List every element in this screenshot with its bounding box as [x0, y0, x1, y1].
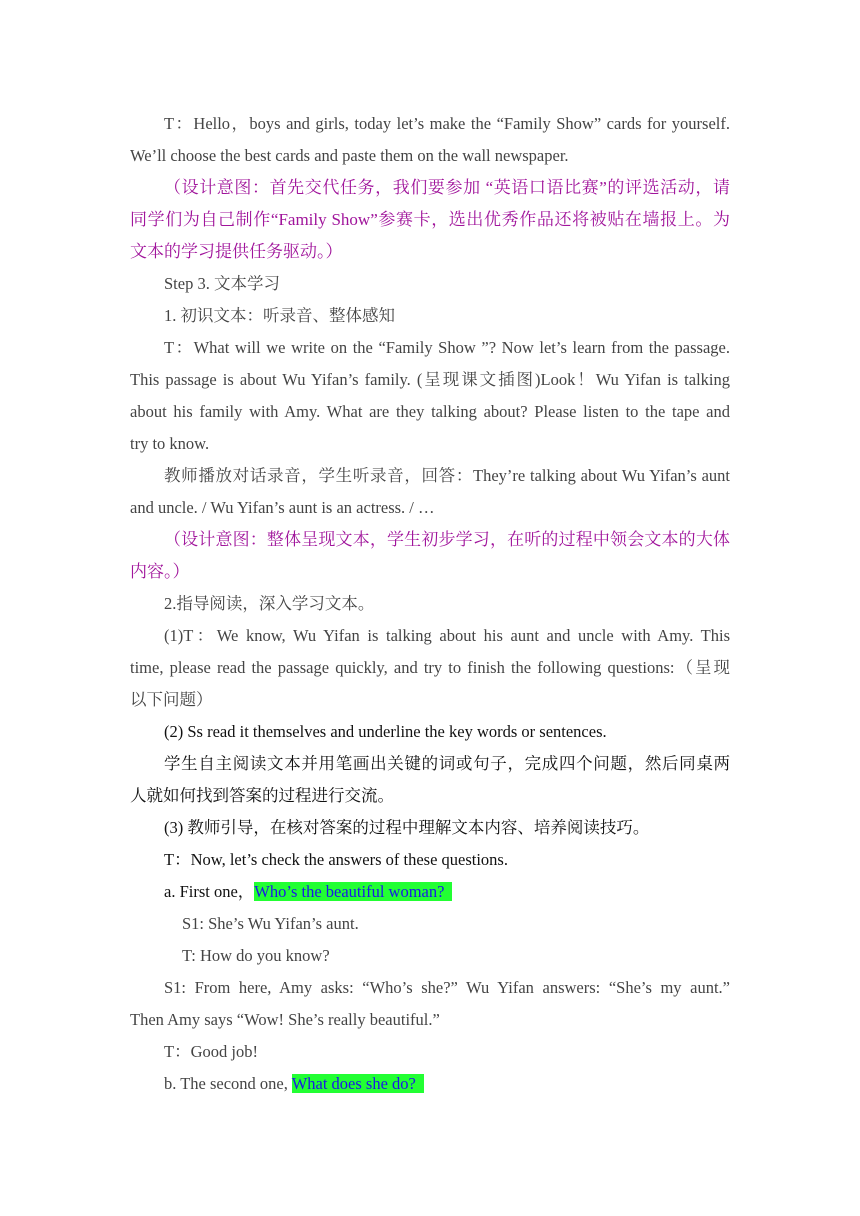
paragraph-line: S1: From here, Amy asks: “Who’s she?” Wu Yifan answers: “She’s my aunt.”	[164, 978, 730, 997]
paragraph-line: T：Hello，boys and girls, today let’s make the “Family Show” cards for yourself.	[164, 114, 730, 133]
question-b-line	[164, 1073, 730, 1095]
paragraph-line: This passage is about Wu Yifan’s family. (呈现课文插图)Look！Wu Yifan is talking	[130, 370, 730, 389]
subsection-heading: 1. 初识文本：听录音、整体感知	[164, 306, 395, 325]
paragraph-line: 以下问题）	[130, 690, 213, 709]
paragraph-line: T：Now, let’s check the answers of these questions.	[164, 850, 508, 869]
dialogue-line: T: How do you know?	[182, 946, 330, 965]
paragraph-line: We’ll choose the best cards and paste them on the wall newspaper.	[130, 146, 569, 165]
paragraph-line: Then Amy says “Wow! She’s really beautiful.”	[130, 1010, 440, 1029]
paragraph-line: T：Good job!	[164, 1042, 258, 1061]
design-note-line: 同学们为自己制作“Family Show”参赛卡，选出优秀作品还将被贴在墙报上。为	[130, 210, 730, 229]
question-a-prefix: a. First one，	[164, 882, 255, 901]
paragraph-line: about his family with Amy. What are they talking about? Please listen to the tape and	[130, 402, 730, 421]
paragraph-line: 教师播放对话录音，学生听录音，回答：They’re talking about Wu Yifan’s aunt	[164, 466, 730, 485]
dialogue-line: S1: She’s Wu Yifan’s aunt.	[182, 914, 359, 933]
paragraph-line: T：What will we write on the “Family Show ”? Now let’s learn from the passage.	[164, 338, 730, 357]
paragraph-line: try to know.	[130, 434, 210, 453]
paragraph-line: time, please read the passage quickly, and try to finish the following questions:（呈现	[130, 658, 730, 677]
design-note-line: （设计意图：首先交代任务，我们要参加 “英语口语比赛”的评选活动，请	[164, 178, 730, 197]
section-heading: Step 3. 文本学习	[164, 274, 280, 293]
paragraph-line: 学生自主阅读文本并用笔画出关键的词或句子，完成四个问题，然后同桌两	[164, 754, 730, 773]
paragraph-line: (3) 教师引导，在核对答案的过程中理解文本内容、培养阅读技巧。	[164, 818, 650, 837]
question-b-highlight: What does she do?	[292, 1074, 424, 1093]
question-a-highlight: Who’s the beautiful woman?	[254, 882, 452, 901]
design-note-line: （设计意图：整体呈现文本，学生初步学习，在听的过程中领会文本的大体	[164, 530, 730, 549]
design-note-line: 内容。）	[130, 562, 190, 581]
paragraph-line: (2) Ss read it themselves and underline the key words or sentences.	[164, 722, 607, 741]
paragraph-line: and uncle. / Wu Yifan’s aunt is an actress. / …	[130, 498, 435, 517]
paragraph-line: (1)T：We know, Wu Yifan is talking about his aunt and uncle with Amy. This	[164, 626, 730, 645]
question-a-line	[164, 881, 730, 903]
design-note-line: 文本的学习提供任务驱动。）	[130, 242, 343, 261]
question-b-prefix: b. The second one,	[164, 1074, 292, 1093]
subsection-heading: 2.指导阅读，深入学习文本。	[164, 594, 375, 613]
paragraph-line: 人就如何找到答案的过程进行交流。	[130, 786, 394, 805]
